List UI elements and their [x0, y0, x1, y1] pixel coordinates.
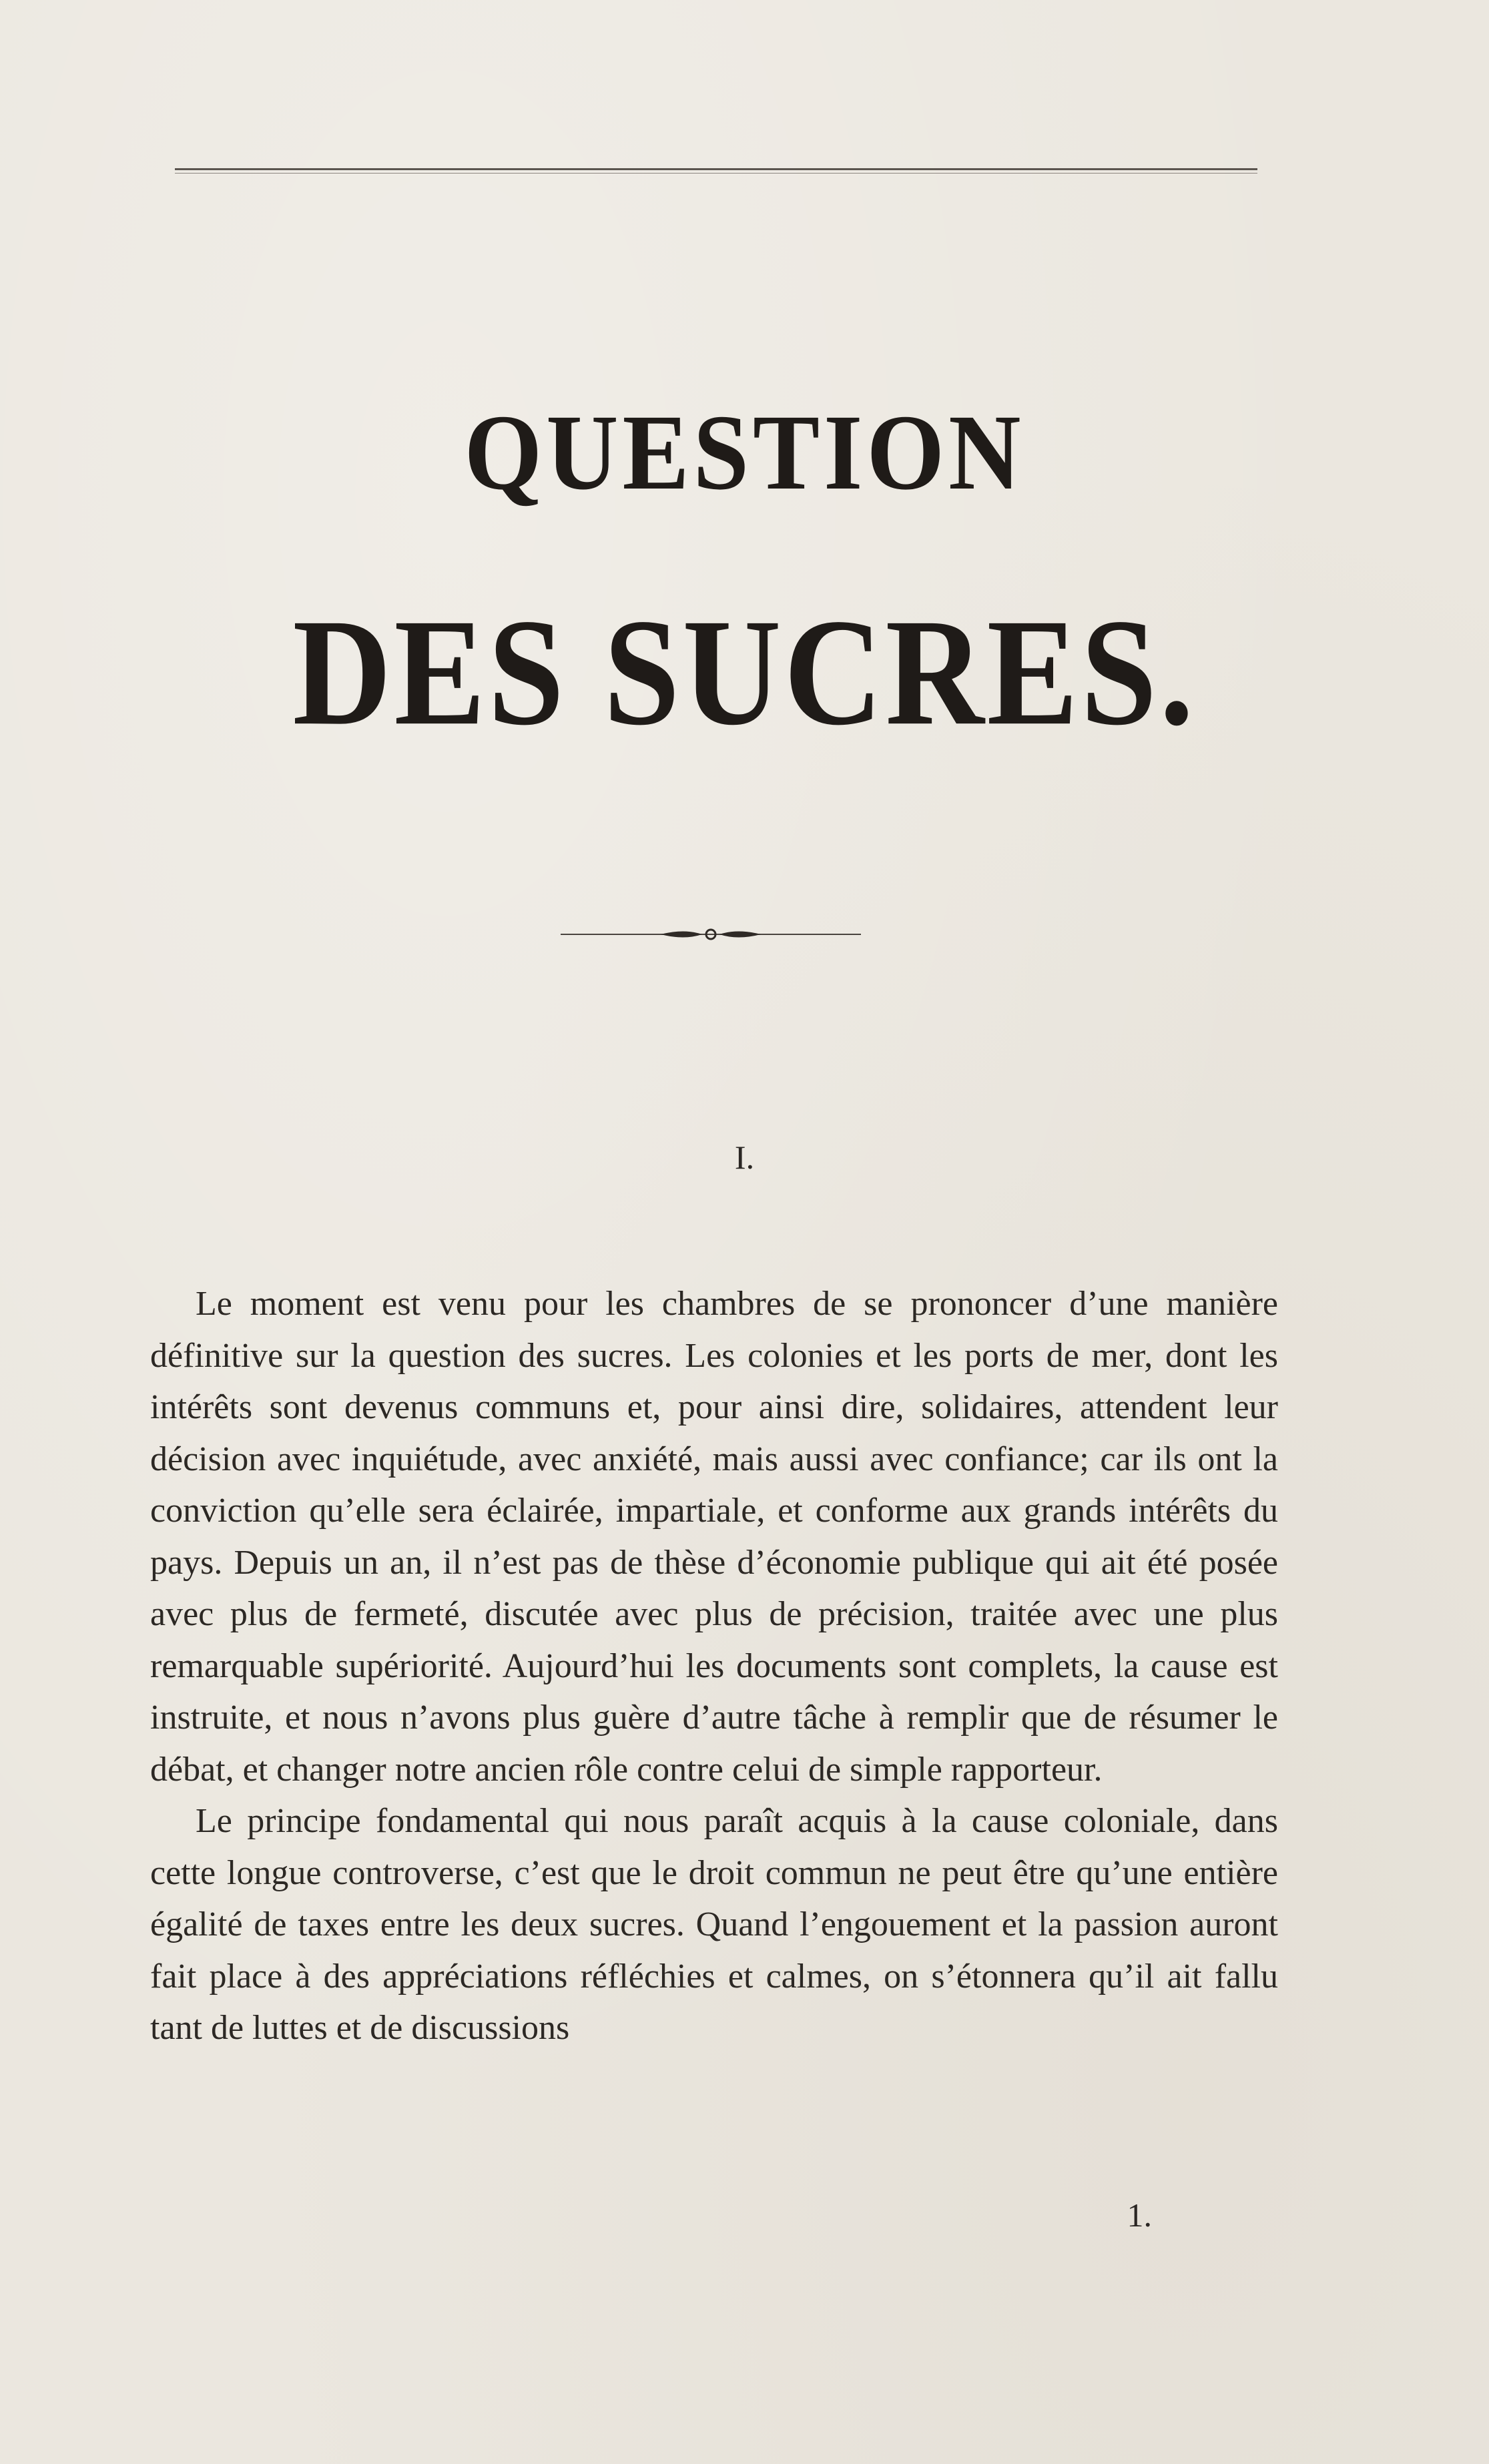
ornament-divider	[561, 924, 861, 944]
section-number: I.	[734, 1139, 755, 1176]
paragraph-2: Le principe fondamental qui nous paraît acquis à la cause coloniale, dans cette longue controverse, c’est que le droit commun ne peut être qu’une entière égalité de taxes entre les deux sucres. Quand l’engouement et la passion auront fait place à des appréciations réfléchies et calmes, on s’étonnera qu’il ait fallu tant de luttes et de discussions	[150, 1802, 1278, 2047]
body-text	[150, 1278, 1278, 2054]
title-line-1: QUESTION	[464, 392, 1025, 513]
signature-mark: 1.	[1127, 2196, 1152, 2234]
header-rule	[175, 168, 1257, 170]
title-line-2: DES SUCRES.	[292, 587, 1197, 757]
paragraph-1: Le moment est venu pour les chambres de se prononcer d’une manière définitive sur la question des sucres. Les colonies et les ports de mer, dont les intérêts sont devenus communs et, pour ainsi dire, solidaires, attendent leur décision avec inquiétude, avec anxiété, mais aussi avec confiance; car ils ont la conviction qu’elle sera éclairée, impartiale, et conforme aux grands intérêts du pays. Depuis un an, il n’est pas de thèse d’économie publique qui ait été posée avec plus de fermeté, discutée avec plus de précision, traitée avec une plus remarquable supériorité. Aujourd’hui les documents sont complets, la cause est instruite, et nous n’avons plus guère d’autre tâche à remplir que de résumer le débat, et changer notre ancien rôle contre celui de simple rapporteur.	[150, 1285, 1278, 1789]
